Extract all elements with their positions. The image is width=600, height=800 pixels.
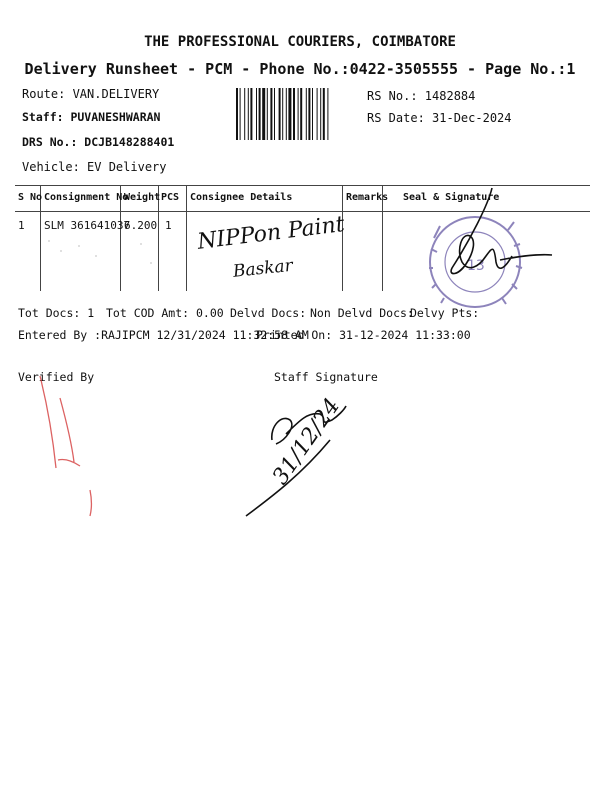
- header-sno: S No: [18, 192, 43, 203]
- row-weight: 6.200: [124, 219, 158, 232]
- barcode-bar: [288, 88, 291, 140]
- runsheet-subtitle: Delivery Runsheet - PCM - Phone No.:0422-3505555 - Page No.:1: [24, 60, 576, 78]
- barcode-bar: [300, 88, 302, 140]
- route-label: Route: VAN.DELIVERY: [22, 87, 160, 101]
- header-consignment: Consignment No: [44, 192, 129, 203]
- company-title: THE PROFESSIONAL COURIERS, COIMBATORE: [144, 34, 456, 50]
- barcode-bar: [317, 88, 318, 140]
- barcode-bar: [250, 88, 252, 140]
- barcode-bar: [267, 88, 268, 140]
- delivery-points: Delvy Pts:: [410, 306, 480, 320]
- barcode-bar: [259, 88, 261, 140]
- barcode-bar: [293, 88, 295, 140]
- verified-by-label: Verified By: [18, 370, 95, 384]
- barcode-bar: [320, 88, 321, 140]
- header-seal: Seal & Signature: [403, 192, 500, 203]
- rs-number: RS No.: 1482884: [367, 89, 476, 103]
- barcode-bar: [308, 88, 310, 140]
- header-remarks: Remarks: [346, 192, 389, 203]
- barcode-bar: [306, 88, 307, 140]
- barcode-bar: [279, 88, 281, 140]
- staff-signature-label: Staff Signature: [274, 370, 378, 384]
- barcode-bar: [244, 88, 245, 140]
- barcode-bar: [298, 88, 299, 140]
- row-pcs: 1: [165, 219, 172, 232]
- handwritten-consignee: NIPPon Paint: [196, 211, 346, 255]
- entered-by: Entered By :RAJIPCM 12/31/2024 11:32:58 AM: [18, 328, 309, 342]
- col-divider: [342, 185, 343, 291]
- delivered-docs: Delvd Docs:: [230, 306, 307, 320]
- staff-label: Staff: PUVANESHWARAN: [22, 110, 161, 124]
- barcode-bar: [262, 88, 265, 140]
- verification-mark: [40, 376, 92, 516]
- drs-label: DRS No.: DCJB148288401: [22, 135, 175, 149]
- row-consignment: SLM 361641037: [44, 219, 131, 232]
- header-consignee: Consignee Details: [190, 192, 293, 203]
- print-smudge: [48, 240, 152, 264]
- barcode-bar: [282, 88, 283, 140]
- svg-text:13: 13: [467, 258, 485, 274]
- barcode-bar: [236, 88, 238, 140]
- non-delivered-docs: Non Delvd Docs:: [310, 306, 414, 320]
- total-docs: Tot Docs: 1: [18, 306, 95, 320]
- barcode-image: [236, 88, 354, 140]
- barcode-bar: [286, 88, 287, 140]
- barcode-bar: [274, 88, 275, 140]
- row-sno: 1: [18, 219, 25, 232]
- header-weight: Weight: [124, 192, 161, 203]
- vehicle-label: Vehicle: EV Delivery: [22, 160, 167, 174]
- printed-on: Printed On: 31-12-2024 11:33:00: [256, 328, 471, 342]
- barcode-bar: [327, 88, 328, 140]
- barcode-bar: [240, 88, 241, 140]
- col-divider: [186, 185, 187, 291]
- table-header-border: [15, 211, 590, 212]
- rs-date: RS Date: 31-Dec-2024: [367, 111, 512, 125]
- total-cod: Tot COD Amt: 0.00: [106, 306, 224, 320]
- handwritten-date: 31/12/24: [268, 394, 346, 490]
- barcode-bar: [256, 88, 257, 140]
- seal-stamp: [429, 217, 522, 307]
- header-pcs: PCS: [161, 192, 180, 203]
- barcode-bar: [312, 88, 313, 140]
- table-top-border: [15, 185, 590, 186]
- barcode-bar: [248, 88, 249, 140]
- handwritten-receiver: Baskar: [232, 255, 294, 282]
- barcode-bar: [270, 88, 272, 140]
- barcode-bar: [323, 88, 325, 140]
